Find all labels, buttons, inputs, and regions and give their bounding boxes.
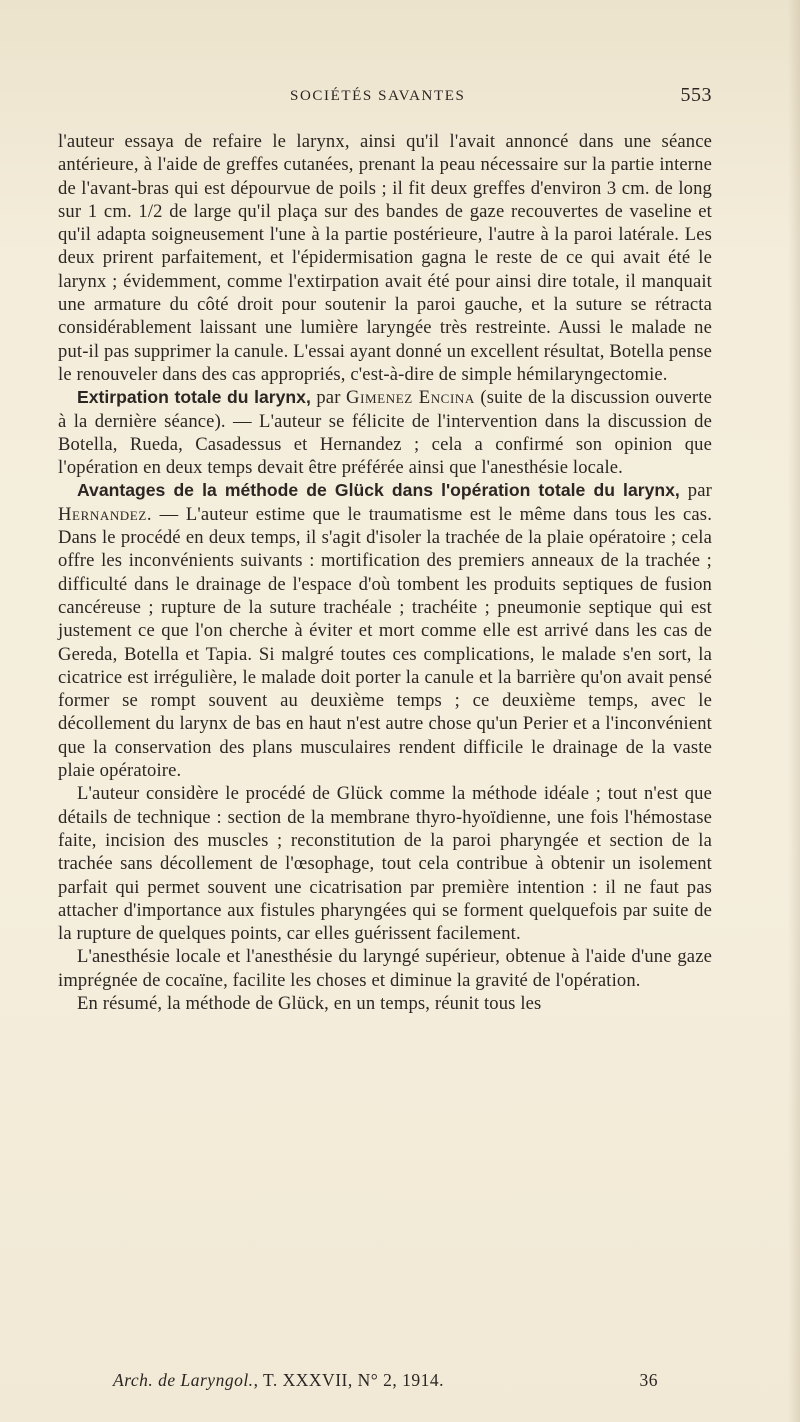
author-hernandez: Hernandez. [58,503,153,525]
paragraph-1 [58,130,712,386]
journal-citation [113,1370,444,1390]
paragraph-6-text: En résumé, la méthode de Glück, en un temps, réunit tous les [77,992,542,1014]
body-text [58,130,712,1015]
by-label: par [679,480,712,502]
signature-mark: 36 [639,1370,658,1390]
paragraph-2 [58,386,712,479]
paragraph-3-text: — L'auteur estime que le traumatisme est le même dans tous les cas. Dans le procédé en deux temps, il s'agit d'isoler la trachée de la plaie opératoire ; cela offre les inconvénients suivants : mortification des premiers anneaux de la trachée ; difficulté dans le drainage de l'espace d'où tombent les produits septiques de fusion cancéreuse ; rupture de la suture trachéale ; trachéite ; pneumonie septique qui est justement ce que l'on cherche à éviter et mort comme elle est arrivé dans les cas de Gereda, Botella et Tapia. Si malgré toutes ces complications, le malade s'en sort, la cicatrice est irrégulière, le malade doit porter la canule et la barrière qu'on avait pensé former se rompt souvent au deuxième temps ; ce deuxième temps, avec le décollement du larynx de bas en haut n'est autre chose qu'un Perier et a l'inconvénient que la conservation des plans musculaires rendent difficile le drainage de la vaste plaie opératoire. [58,503,712,782]
section-heading-gluck: Avantages de la méthode de Glück dans l'opération totale du larynx, [77,480,680,501]
paragraph-2-text: (suite de la discussion ouverte à la dernière séance). — L'auteur se félicite de l'intervention dans la discussion de Botella, Rueda, Casadessus et Hernandez ; cela a confirmé son opinion que l'opération en deux temps devait être préférée ainsi que l'anesthésie locale. [58,387,712,479]
page-footer [113,1370,658,1394]
journal-title: Arch. de Laryngol. [113,1370,254,1390]
section-heading-extirpation: Extirpation totale du larynx, [77,387,311,408]
paragraph-5-text: L'anesthésie locale et l'anesthésie du laryngé supérieur, obtenue à l'aide d'une gaze imprégnée de cocaïne, facilite les choses et diminue la gravité de l'opération. [58,946,712,991]
by-label: par [310,387,347,409]
running-head: SOCIÉTÉS SAVANTES [290,88,466,104]
paragraph-1-text: l'auteur essaya de refaire le larynx, ainsi qu'il l'avait annoncé dans une séance antérieure, à l'aide de greffes cutanées, prenant la peau nécessaire sur la partie interne de l'avant-bras qui est dépourvue de poils ; il fit deux greffes d'environ 3 cm. de long sur 1 cm. 1/2 de large qu'il plaça sur des bandes de gaze recouvertes de vaseline et qu'il adapta soigneusement l'une à la partie postérieure, l'autre à la paroi latérale. Les deux prirent parfaitement, et l'épidermisation gagna le reste de ce qui avait été le larynx ; évidemment, comme l'extirpation avait été pour ainsi dire totale, il manquait une armature du côté droit pour soutenir la paroi gauche, et la suture se rétracta considérablement laissant une lumière laryngée très restreinte. Aussi le malade ne put-il pas supprimer la canule. L'essai ayant donné un excellent résultat, Botella pense le renouveler dans des cas appropriés, c'est-à-dire de simple hémilaryngectomie. [58,131,712,385]
paragraph-4-text: L'auteur considère le procédé de Glück comme la méthode idéale ; tout n'est que détails de technique : section de la membrane thyro-hyoïdienne, une fois l'hémostase faite, incision des muscles ; reconstitution de la paroi pharyngée et section de la trachée sans décollement de l'œsophage, tout cela contribue à obtenir un isolement parfait qui permet souvent une cicatrisation par première intention : il ne faut pas attacher d'importance aux fistules pharyngées qui se forment quelquefois par suite de la rupture de quelques points, car elles guérissent facilement. [58,783,712,945]
page-number: 553 [680,84,712,106]
paragraph-6 [58,992,712,1015]
paragraph-5 [58,945,712,992]
paragraph-4 [58,782,712,945]
page-header [58,84,712,110]
author-gimenez-encina: Gimenez Encina [346,387,475,409]
page-edge-shadow [788,0,800,1422]
journal-volume: , T. XXXVII, N° 2, 1914. [253,1370,444,1390]
paragraph-3 [58,479,712,782]
